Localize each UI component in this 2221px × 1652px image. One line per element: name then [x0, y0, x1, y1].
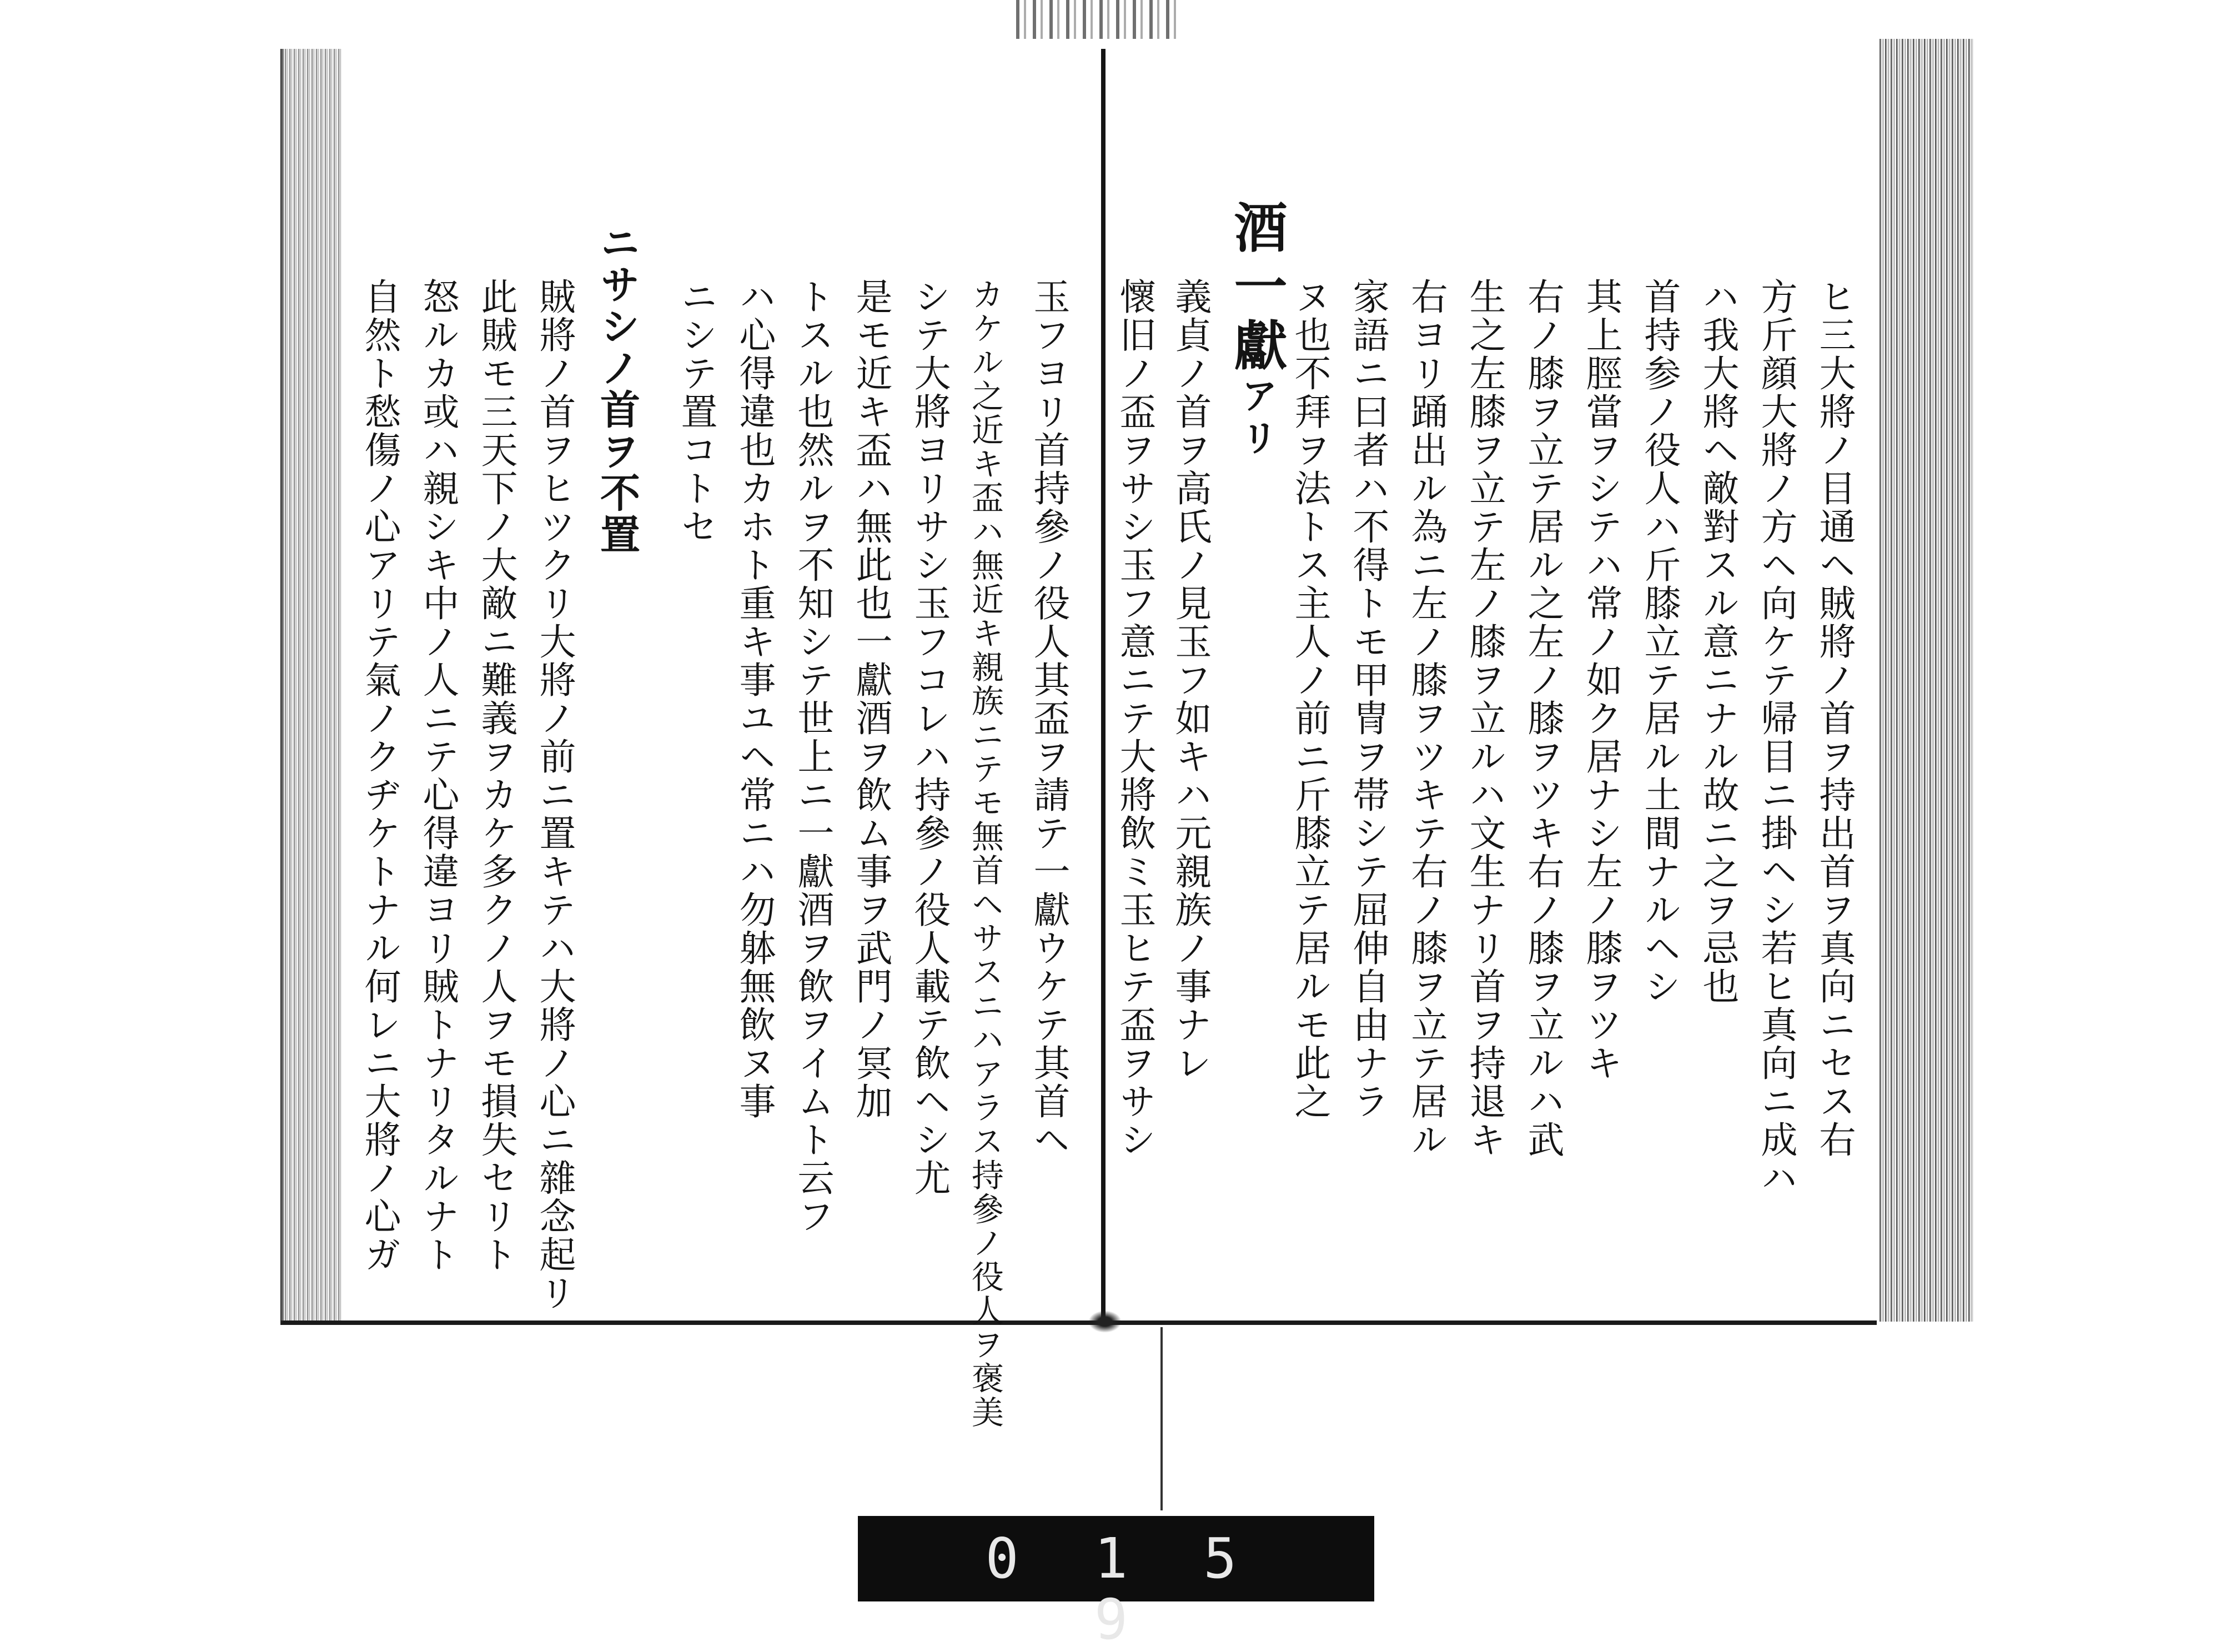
right-section-heading: [1225, 200, 1288, 461]
left-col-5: トスル也然ルヲ不知シテ世上ニ一獻酒ヲ飲ヲイムト云フ: [791, 278, 834, 1236]
left-col-8: 賊將ノ首ヲヒツクリ大將ノ前ニ置キテハ大將ノ心ニ雜念起リ: [533, 278, 576, 1312]
right-col-3: ハ我大將ヘ敵對スル意ニナル故ニ之ヲ忌也: [1696, 278, 1739, 1006]
right-col-7: 生之左膝ヲ立テ左ノ膝ヲ立ルハ文生ナリ首ヲ持退キ: [1463, 278, 1506, 1159]
right-col-8: 右ヨリ踊出ル為ニ左ノ膝ヲツキテ右ノ膝ヲ立テ居ル: [1405, 278, 1448, 1159]
right-col-2: 方斤顔大將ノ方ヘ向ケテ帰目ニ掛ヘシ若ヒ真向ニ成ハ: [1755, 278, 1797, 1197]
right-col-1: ヒ三大將ノ目通ヘ賊將ノ首ヲ持出首ヲ真向ニセス右: [1813, 278, 1856, 1159]
book-gutter: [1101, 49, 1106, 1320]
heading-suffix: アリ: [1235, 376, 1278, 461]
left-col-3: シテ大將ヨリサシ玉フコレハ持參ノ役人載テ飲ヘシ尤: [908, 278, 951, 1197]
gutter-ink-mark: [1088, 1310, 1122, 1333]
frame-counter: 0 1 5 9: [985, 1526, 1258, 1652]
left-col-2: カケル之近キ盃ハ無近キ親族ニテモ無首ヘサスニハアラス持參ノ役人ヲ褒美: [966, 278, 1004, 1429]
top-scan-bleed: [1016, 0, 1177, 39]
left-col-11: 自然ト愁傷ノ心アリテ氣ノクヂケトナル何レニ大將ノ心ガ: [358, 278, 401, 1274]
left-col-4: 是モ近キ盃ハ無此也一獻酒ヲ飲ム事ヲ武門ノ冥加: [850, 278, 892, 1121]
right-col-9: 家語ニ曰者ハ不得トモ甲冑ヲ帯シテ屈伸自由ナラ: [1346, 278, 1389, 1121]
right-col-5: 其上脛當ヲシテハ常ノ如ク居ナシ左ノ膝ヲツキ: [1580, 278, 1622, 1082]
left-col-7: ニシテ置コトセ: [675, 278, 717, 546]
right-col-4: 首持参ノ役人ハ斤膝立テ居ル土間ナルヘシ: [1638, 278, 1681, 1006]
right-page-edge: [1880, 39, 1974, 1322]
left-page-edge: [280, 49, 341, 1320]
left-col-9: 此賊モ三天下ノ大敵ニ難義ヲカケ多クノ人ヲモ損失セリト: [475, 278, 517, 1274]
left-col-10: 怒ルカ或ハ親シキ中ノ人ニテ心得違ヨリ賊トナリタルナト: [416, 278, 459, 1274]
right-col-11: 義貞ノ首ヲ高氏ノ見玉フ如キハ元親族ノ事ナレ: [1169, 278, 1212, 1082]
left-section-heading: ニサシノ首ヲ不置: [594, 222, 641, 555]
left-col-1: 玉フヨリ首持參ノ役人其盃ヲ請テ一獻ウケテ其首ヘ: [1027, 278, 1070, 1159]
right-col-10: ヌ也不拜ヲ法トス主人ノ前ニ斤膝立テ居ルモ此之: [1288, 278, 1331, 1121]
film-guide-line: [1160, 1327, 1163, 1510]
right-col-12: 懷旧ノ盃ヲサシ玉フ意ニテ大將飲ミ玉ヒテ盃ヲサシ: [1113, 278, 1156, 1159]
right-col-6: 右ノ膝ヲ立テ居ル之左ノ膝ヲツキ右ノ膝ヲ立ルハ武: [1521, 278, 1564, 1159]
heading-text: 酒一獻: [1225, 200, 1288, 376]
left-col-6: ハ心得違也カホト重キ事ユヘ常ニハ勿躰無飲ヌ事: [733, 278, 776, 1121]
